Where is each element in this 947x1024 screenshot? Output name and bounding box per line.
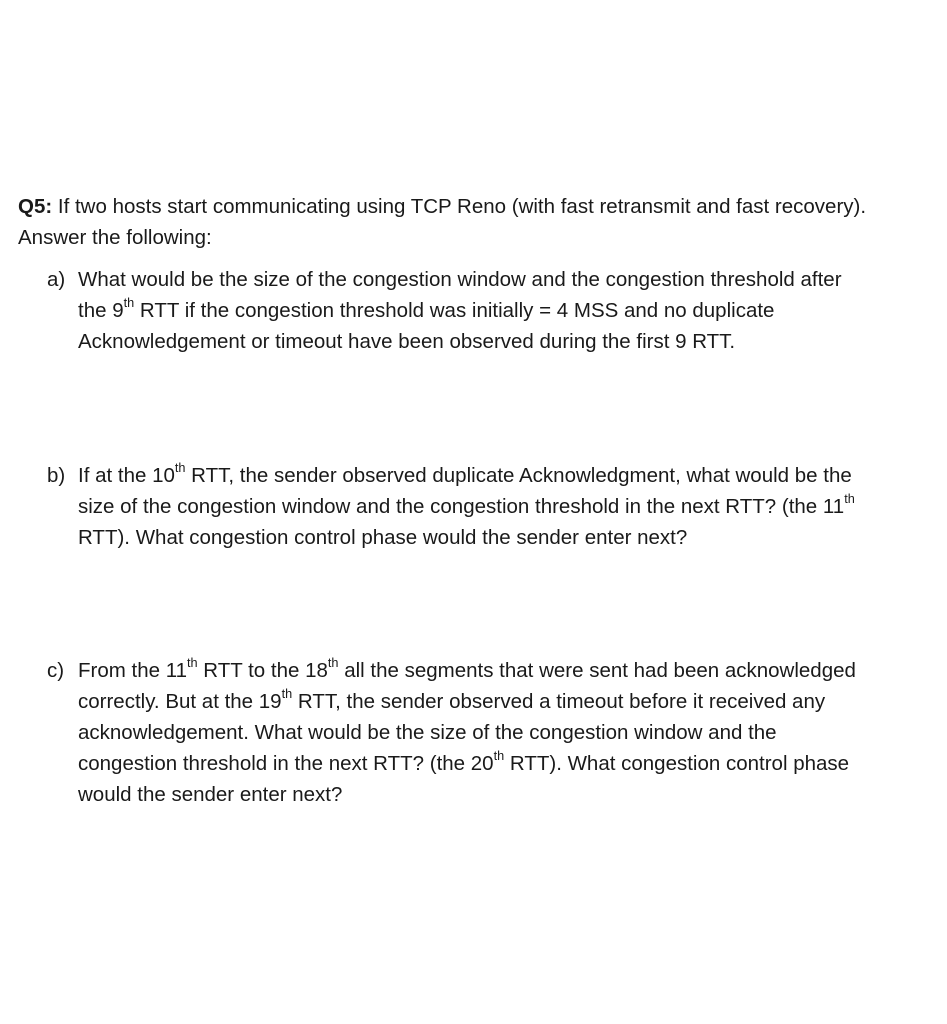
part-b-line-2: [78, 491, 933, 522]
part-c-text-5: RTT, the sender observed a timeout before it received any: [292, 690, 826, 713]
part-a-text-3: RTT if the congestion threshold was initially = 4 MSS and no duplicate: [134, 299, 775, 322]
part-b-line-3: [78, 522, 933, 553]
part-a-line-2: [78, 295, 933, 326]
part-c-line-1: [78, 655, 933, 686]
part-b-text-1: If at the 10: [78, 464, 175, 487]
part-a-line-1: [78, 264, 933, 295]
part-c-superscript-4: th: [493, 747, 505, 763]
part-c: [18, 655, 933, 810]
part-c-text-2: RTT to the 18: [197, 659, 328, 682]
part-c-superscript-3: th: [281, 685, 293, 701]
question-intro: If two hosts start communicating using TCP Reno (with fast retransmit and fast recovery).: [52, 195, 867, 218]
part-b: [18, 460, 933, 553]
part-c-line-2: [78, 686, 933, 717]
part-c-superscript-2: th: [327, 654, 339, 670]
part-c-text-1: From the 11: [78, 659, 187, 682]
part-b-letter: b): [47, 464, 66, 487]
part-c-text-8: RTT). What congestion control phase: [504, 752, 850, 775]
question-heading: [18, 191, 933, 222]
part-a-text-4: Acknowledgement or timeout have been observed during the first 9 RTT.: [78, 330, 736, 353]
part-a-line-3: [78, 326, 933, 357]
part-b-text-4: RTT). What congestion control phase would the sender enter next?: [78, 526, 688, 549]
part-b-superscript-1: th: [174, 459, 186, 475]
part-c-letter: c): [47, 659, 65, 682]
question-label: Q5:: [18, 195, 53, 218]
part-c-text-3: all the segments that were sent had been acknowledged: [338, 659, 856, 682]
part-a: [18, 264, 933, 357]
part-c-line-5: [78, 779, 933, 810]
part-c-text-7: congestion threshold in the next RTT? (the 20: [78, 752, 494, 775]
part-c-line-4: [78, 748, 933, 779]
part-c-text-9: would the sender enter next?: [78, 783, 343, 806]
part-a-text-1: What would be the size of the congestion window and the congestion threshold after: [78, 268, 842, 291]
part-b-text-2: RTT, the sender observed duplicate Acknowledgment, what would be the: [185, 464, 852, 487]
part-b-line-1: [78, 460, 933, 491]
part-c-superscript-1: th: [187, 654, 198, 670]
part-c-text-4: correctly. But at the 19: [78, 690, 282, 713]
part-b-text-3: size of the congestion window and the congestion threshold in the next RTT? (the 11: [78, 495, 845, 518]
part-c-text-6: acknowledgement. What would be the size of the congestion window and the: [78, 721, 777, 744]
part-b-superscript-2: th: [844, 490, 855, 506]
part-c-line-3: [78, 717, 933, 748]
question-document: [18, 191, 933, 810]
part-a-letter: a): [47, 268, 66, 291]
part-a-text-2: the 9: [78, 299, 124, 322]
question-instruction: Answer the following:: [18, 226, 212, 249]
part-a-superscript: th: [123, 294, 135, 310]
